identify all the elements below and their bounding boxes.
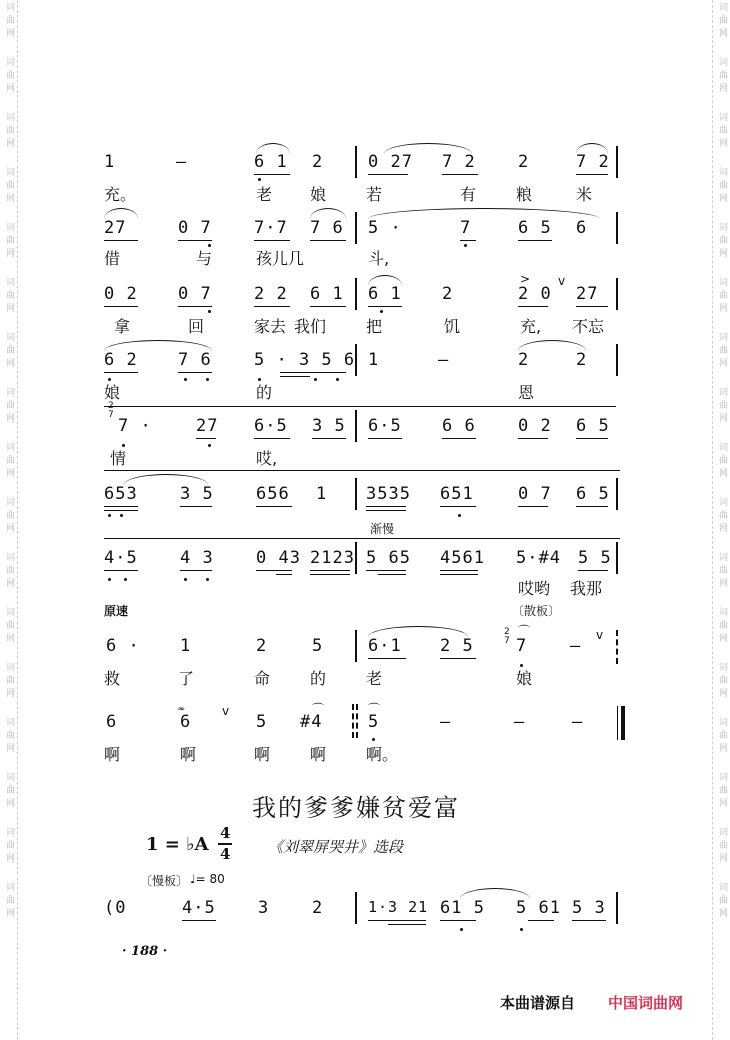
note: 7 6 — [178, 350, 212, 370]
tempo-mark-slow: 〔慢板〕 — [140, 874, 189, 888]
watermark-text: 词曲网 — [4, 2, 14, 41]
note: 1 — [104, 152, 116, 172]
note: 2 — [442, 284, 454, 304]
note: 5 65 — [366, 548, 411, 568]
barline — [355, 146, 357, 178]
lyric: 充, — [520, 317, 542, 336]
underline — [440, 574, 478, 575]
underline — [104, 372, 138, 373]
barline — [616, 344, 618, 376]
note: 4 3 — [180, 548, 214, 568]
barline — [355, 410, 357, 442]
note: 6 2 — [104, 350, 138, 370]
tempo-mark-ritardando: 渐慢 — [370, 522, 395, 536]
grace-note: 7 — [108, 410, 114, 420]
watermark-text: 词曲网 — [717, 222, 727, 261]
underline — [366, 506, 406, 507]
underline — [104, 570, 138, 571]
lyric: 充。 — [104, 185, 137, 204]
slur — [124, 474, 208, 485]
barline — [616, 478, 618, 510]
underline — [442, 174, 478, 175]
note: 7·7 — [254, 218, 288, 238]
watermark-text: 词曲网 — [717, 332, 727, 371]
underline — [310, 570, 350, 571]
watermark-text: 词曲网 — [717, 167, 727, 206]
slur — [104, 208, 138, 219]
lyric: 娘 — [516, 669, 533, 688]
note: 6 1 — [310, 284, 344, 304]
underline — [182, 920, 216, 921]
barline — [616, 212, 618, 244]
underline — [378, 574, 406, 575]
watermark-text: 词曲网 — [4, 497, 14, 536]
dashed-barline — [352, 704, 354, 738]
underline — [180, 506, 212, 507]
low-dot — [258, 178, 261, 181]
watermark-text: 词曲网 — [4, 112, 14, 151]
lyric: 回 — [188, 317, 205, 336]
staff-rule — [104, 538, 620, 539]
underline — [178, 372, 212, 373]
tempo-mark-free: 〔散板〕 — [512, 604, 561, 618]
note: 5 — [256, 712, 268, 732]
note: 0 7 — [178, 284, 212, 304]
watermark-text: 词曲网 — [717, 497, 727, 536]
low-dot — [458, 514, 461, 517]
slur — [518, 340, 586, 351]
watermark-text: 词曲网 — [717, 112, 727, 151]
underline — [254, 438, 290, 439]
lyric: 啊 — [254, 745, 271, 764]
accent-mark: > — [520, 272, 531, 286]
underline — [254, 240, 290, 241]
note: — — [176, 152, 188, 172]
watermark-text: 词曲网 — [4, 662, 14, 701]
lyric: 斗, — [368, 249, 390, 268]
page-number: · 188 · — [122, 944, 168, 959]
low-dot — [108, 514, 111, 517]
final-barline-thick — [621, 706, 625, 740]
fermata: ⌒ — [518, 624, 531, 638]
note: 1 — [180, 636, 192, 656]
metronome-mark: ♩= 80 — [190, 872, 225, 886]
note: 5 — [312, 636, 324, 656]
right-watermark-strip — [712, 0, 730, 1040]
lyric: 饥 — [444, 317, 461, 336]
fermata: ⌒ — [312, 702, 325, 716]
lyric: 与 — [196, 249, 213, 268]
low-dot — [124, 578, 127, 581]
barline — [616, 542, 618, 574]
note: 2 — [312, 898, 324, 918]
underline — [366, 570, 406, 571]
dashed-barline — [616, 630, 618, 664]
lyric: 哎哟 — [518, 579, 551, 598]
low-dot — [520, 928, 523, 931]
watermark-text: 词曲网 — [4, 387, 14, 426]
note: 0 7 — [518, 484, 552, 504]
underline — [366, 510, 406, 511]
lyric: 情 — [110, 449, 127, 468]
staff-rule — [104, 406, 616, 407]
note: 5 · 3 5 6 — [254, 350, 356, 370]
note: (0 — [104, 898, 127, 918]
underline — [178, 240, 212, 241]
slur — [368, 208, 600, 219]
underline — [460, 240, 476, 241]
note: 3 5 — [312, 416, 346, 436]
left-watermark-strip — [0, 0, 18, 1040]
note: 0 27 — [368, 152, 413, 172]
watermark-text: 词曲网 — [4, 552, 14, 591]
underline — [518, 438, 548, 439]
underline — [440, 506, 476, 507]
underline — [104, 306, 138, 307]
underline — [518, 240, 552, 241]
note: 3 5 — [180, 484, 214, 504]
final-barline-thin — [617, 706, 618, 740]
underline — [256, 506, 292, 507]
lyric: 孩儿几 — [256, 249, 305, 268]
note: 2123 — [310, 548, 355, 568]
staff-rule — [104, 470, 620, 471]
note: 6·5 — [254, 416, 288, 436]
underline — [368, 174, 408, 175]
lyric: 有 — [460, 185, 477, 204]
note: 27 — [196, 416, 219, 436]
watermark-text: 词曲网 — [717, 662, 727, 701]
underline — [180, 570, 212, 571]
note: 5 61 — [516, 898, 561, 918]
lyric: 把 — [366, 317, 383, 336]
watermark-text: 词曲网 — [4, 772, 14, 811]
note: — — [438, 350, 450, 370]
lyric: 娘 — [310, 185, 327, 204]
underline — [280, 376, 310, 377]
note: 6 — [180, 712, 192, 732]
watermark-text: 词曲网 — [717, 607, 727, 646]
lyric: 我们 — [294, 317, 327, 336]
note: 6 5 — [576, 416, 610, 436]
underline — [578, 570, 608, 571]
low-dot — [120, 514, 123, 517]
underline — [576, 306, 608, 307]
watermark-text: 词曲网 — [4, 332, 14, 371]
note: 2 — [518, 350, 530, 370]
watermark-text: 词曲网 — [4, 607, 14, 646]
low-dot — [464, 244, 467, 247]
slur — [460, 888, 530, 899]
underline — [440, 658, 476, 659]
lyric: 恩 — [518, 383, 535, 402]
lyric: 若 — [366, 185, 383, 204]
slur — [368, 275, 402, 286]
underline — [104, 506, 138, 507]
note: 6·1 — [368, 636, 402, 656]
note: 6 6 — [442, 416, 476, 436]
note: 5 3 — [572, 898, 606, 918]
lyric: 命 — [254, 669, 271, 688]
low-dot — [336, 378, 339, 381]
watermark-text: 词曲网 — [717, 717, 727, 756]
watermark-text: 词曲网 — [4, 442, 14, 481]
lyric: 不忘 — [572, 317, 605, 336]
note: 6 1 — [254, 152, 288, 172]
tempo-mark-original: 原速 — [104, 604, 129, 618]
lyric: 的 — [256, 383, 273, 402]
watermark-text: 词曲网 — [4, 57, 14, 96]
note: 6 1 — [368, 284, 402, 304]
song-source: 《刘翠屏哭井》选段 — [268, 838, 404, 856]
note: 7 6 — [310, 218, 344, 238]
low-dot — [208, 444, 211, 447]
note: 6 — [576, 218, 588, 238]
note: 4·5 — [104, 548, 138, 568]
note: 2 — [576, 350, 588, 370]
underline — [310, 240, 346, 241]
note: 1 — [316, 484, 328, 504]
low-dot — [372, 738, 375, 741]
note: 0 43 — [256, 548, 301, 568]
underline — [310, 574, 350, 575]
watermark-text: 词曲网 — [717, 772, 727, 811]
underline — [440, 570, 478, 571]
note: 6 5 — [576, 484, 610, 504]
note: #4 — [300, 712, 323, 732]
underline — [442, 438, 476, 439]
underline — [368, 920, 426, 921]
time-signature-top: 4 — [220, 824, 231, 842]
lyric: 粮 — [516, 185, 533, 204]
barline — [355, 542, 357, 574]
note: 7 2 — [442, 152, 476, 172]
note: 4·5 — [182, 898, 216, 918]
note: 3535 — [366, 484, 411, 504]
lyric: 啊 — [104, 745, 121, 764]
slur — [384, 143, 472, 154]
watermark-text: 词曲网 — [4, 222, 14, 261]
watermark-text: 词曲网 — [4, 827, 14, 866]
note: — — [514, 712, 526, 732]
note: 27 — [104, 218, 127, 238]
note: 2 5 — [440, 636, 474, 656]
low-dot — [208, 310, 211, 313]
watermark-text: 词曲网 — [717, 882, 727, 921]
note: 7 — [460, 218, 472, 238]
note: 651 — [440, 484, 474, 504]
note: 61 5 — [440, 898, 485, 918]
underline — [178, 306, 212, 307]
time-signature-bottom: 4 — [220, 845, 231, 863]
underline — [368, 438, 402, 439]
note: 2 — [518, 152, 530, 172]
watermark-text: 词曲网 — [4, 717, 14, 756]
barline — [616, 278, 618, 310]
lyric: 娘 — [104, 383, 121, 402]
barline — [355, 478, 357, 510]
slur — [368, 626, 468, 637]
note: 7 · — [118, 416, 152, 436]
underline — [576, 438, 608, 439]
underline — [572, 920, 606, 921]
barline — [355, 212, 357, 244]
watermark-text: 词曲网 — [717, 277, 727, 316]
lyric: 了 — [178, 669, 195, 688]
barline — [355, 278, 357, 310]
note: 2 2 — [254, 284, 288, 304]
breath-mark: v — [596, 628, 604, 642]
fermata: ⌒ — [368, 702, 381, 716]
watermark-text: 词曲网 — [717, 2, 727, 41]
underline — [104, 510, 138, 511]
note: 0 2 — [518, 416, 552, 436]
watermark-text: 词曲网 — [717, 57, 727, 96]
note: 27 — [576, 284, 599, 304]
lyric: 家去 — [254, 317, 287, 336]
note: 6·5 — [368, 416, 402, 436]
source-label: 本曲谱源自 — [500, 994, 576, 1012]
underline — [276, 574, 292, 575]
note: 1·3 21 — [368, 898, 429, 916]
barline — [616, 892, 618, 924]
barline — [355, 892, 357, 924]
barline — [616, 146, 618, 178]
watermark-text: 词曲网 — [4, 882, 14, 921]
note: 5 · — [368, 218, 402, 238]
watermark-text: 词曲网 — [717, 827, 727, 866]
breath-mark: v — [558, 274, 566, 288]
underline — [254, 174, 290, 175]
low-dot — [206, 578, 209, 581]
slur — [256, 143, 290, 154]
song-title: 我的爹爹嫌贫爱富 — [252, 794, 460, 822]
breath-mark: v — [222, 704, 230, 718]
barline — [355, 630, 357, 662]
lyric: 哎, — [256, 449, 278, 468]
note: 2 — [256, 636, 268, 656]
key-signature: 1 = ♭A — [146, 834, 209, 855]
underline — [388, 924, 426, 925]
low-dot — [206, 378, 209, 381]
lyric: 老 — [256, 185, 273, 204]
low-dot — [380, 310, 383, 313]
underline — [576, 174, 608, 175]
underline — [256, 570, 292, 571]
lyric: 啊 — [180, 745, 197, 764]
note: — — [440, 712, 452, 732]
lyric: 啊。 — [366, 745, 399, 764]
note: 653 — [104, 484, 138, 504]
low-dot — [184, 378, 187, 381]
underline — [312, 438, 346, 439]
underline — [310, 306, 346, 307]
underline — [518, 306, 548, 307]
note: 3 — [258, 898, 270, 918]
underline — [576, 506, 608, 507]
lyric: 我那 — [570, 579, 603, 598]
note: 6 · — [106, 636, 140, 656]
note: 1 — [368, 350, 380, 370]
note: 6 — [106, 712, 118, 732]
barline — [355, 344, 357, 376]
lyric: 啊 — [310, 745, 327, 764]
note: 5 5 — [578, 548, 612, 568]
lyric: 救 — [104, 669, 121, 688]
underline — [104, 240, 138, 241]
note: — — [570, 636, 582, 656]
lyric: 老 — [366, 669, 383, 688]
low-dot — [460, 928, 463, 931]
low-dot — [108, 578, 111, 581]
note: 7 2 — [576, 152, 610, 172]
underline — [518, 506, 548, 507]
watermark-text: 词曲网 — [4, 277, 14, 316]
watermark-text: 词曲网 — [717, 387, 727, 426]
note: 7 — [516, 636, 528, 656]
note: 0 7 — [178, 218, 212, 238]
underline — [196, 438, 216, 439]
underline — [280, 372, 346, 373]
lyric: 的 — [310, 669, 327, 688]
note: 2 — [312, 152, 324, 172]
slur — [576, 143, 608, 154]
underline — [254, 306, 290, 307]
underline — [368, 658, 406, 659]
note: 656 — [256, 484, 290, 504]
watermark-text: 词曲网 — [717, 442, 727, 481]
note: 5·#4 — [516, 548, 561, 568]
note: — — [572, 712, 584, 732]
ornament-mark: 𝆙 — [178, 700, 185, 714]
low-dot — [184, 578, 187, 581]
note: 0 2 — [104, 284, 138, 304]
underline — [440, 920, 476, 921]
lyric: 借 — [104, 249, 121, 268]
dashed-barline — [356, 704, 358, 738]
note: 6 5 — [518, 218, 552, 238]
slur — [310, 208, 346, 219]
lyric: 拿 — [114, 317, 131, 336]
watermark-text: 词曲网 — [717, 552, 727, 591]
source-site-link[interactable]: 中国词曲网 — [608, 994, 684, 1012]
note: 4561 — [440, 548, 485, 568]
grace-note: 2 7 — [504, 627, 510, 646]
watermark-text: 词曲网 — [4, 167, 14, 206]
lyric: 米 — [576, 185, 593, 204]
underline — [528, 920, 554, 921]
note: 5 — [368, 712, 380, 732]
underline — [368, 306, 402, 307]
note: 2 0 — [518, 284, 552, 304]
low-dot — [314, 378, 317, 381]
slur — [104, 340, 212, 351]
